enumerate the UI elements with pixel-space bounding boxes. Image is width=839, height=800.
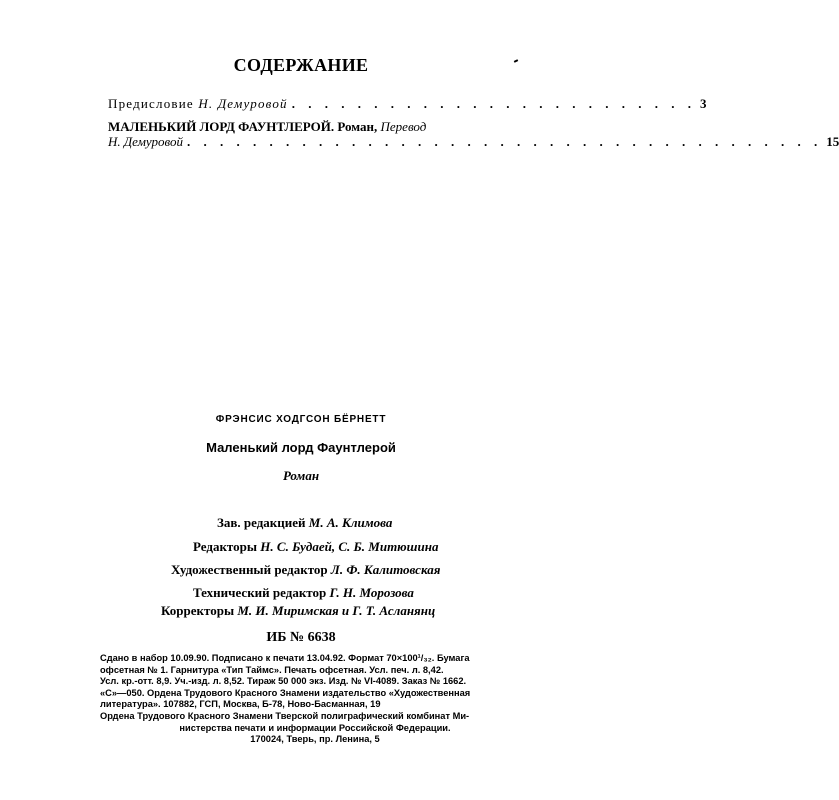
imprint-line: офсетная № 1. Гарнитура «Тип Таймс». Печать офсетная. Усл. печ. л. 8,42. [100, 664, 444, 675]
credit-role: Художественный редактор [171, 562, 328, 577]
credit-names: М. И. Миримская и Г. Т. Асланянц [237, 603, 436, 618]
imprint-block [100, 653, 530, 746]
credit-role: Зав. редакцией [217, 515, 306, 530]
imprint-line: литература». 107882, ГСП, Москва, Б-78, Ново-Басманная, 19 [100, 699, 381, 710]
imprint-line: «С»—050. Ордена Трудового Красного Знамени издательство «Художественная [100, 687, 471, 698]
book-genre: Роман [282, 468, 320, 483]
imprint-line: нистерства печати и информации Российской Федерации. [179, 722, 451, 733]
toc-novel-translation: Перевод [380, 119, 427, 134]
credit-line [161, 603, 435, 619]
toc-novel-title: МАЛЕНЬКИЙ ЛОРД ФАУНТЛЕРОЙ. Роман, [108, 119, 378, 134]
toc-entry-novel-cont[interactable] [108, 134, 839, 150]
credit-names: Л. Ф. Калитовская [330, 562, 441, 577]
credit-names: Г. Н. Морозова [329, 585, 414, 600]
imprint-line: Усл. кр.-отт. 8,9. Уч.-изд. л. 8,52. Тираж 50 000 экз. Изд. № VI-4089. Заказ № 1662. [100, 676, 467, 687]
credit-names: Н. С. Будаей, С. Б. Митюшина [260, 539, 439, 554]
toc-title: СОДЕРЖАНИЕ [233, 55, 369, 75]
credit-line [193, 585, 414, 601]
imprint-line: Сдано в набор 10.09.90. Подписано к печати 13.04.92. Формат 70×100¹/₃₂. Бумага [100, 653, 470, 663]
book-title: Маленький лорд Фаунтлерой [206, 440, 396, 455]
credit-role: Редакторы [193, 539, 258, 554]
toc-preface-label: Предисловие [108, 96, 194, 111]
imprint-line: Ордена Трудового Красного Знамени Тверской полиграфический комбинат Ми- [100, 710, 470, 721]
credit-role: Технический редактор [193, 585, 327, 600]
toc-preface-author: Н. Демуровой [198, 96, 288, 111]
toc-novel-page: 15 [826, 134, 839, 149]
credit-role: Корректоры [161, 603, 235, 618]
toc-entry-novel[interactable] [108, 119, 426, 135]
toc-entry-preface[interactable] [108, 96, 708, 112]
toc-preface-page: 3 [699, 96, 708, 111]
toc-leader-dots: . . . . . . . . . . . . . . . . . . . . . . . . . [291, 96, 696, 111]
ib-number: ИБ № 6638 [266, 630, 336, 645]
book-author: ФРЭНСИС ХОДГСОН БЁРНЕТТ [215, 414, 387, 425]
toc-novel-translator: Н. Демуровой [108, 134, 183, 149]
imprint-line: 170024, Тверь, пр. Ленина, 5 [250, 734, 380, 745]
credit-names: М. А. Климова [308, 515, 393, 530]
credit-line [193, 539, 438, 555]
credit-line [171, 562, 440, 578]
credit-line [217, 515, 392, 531]
toc-leader-dots: . . . . . . . . . . . . . . . . . . . . . . . . . . . . . . . . . . . . . . . [186, 134, 823, 149]
